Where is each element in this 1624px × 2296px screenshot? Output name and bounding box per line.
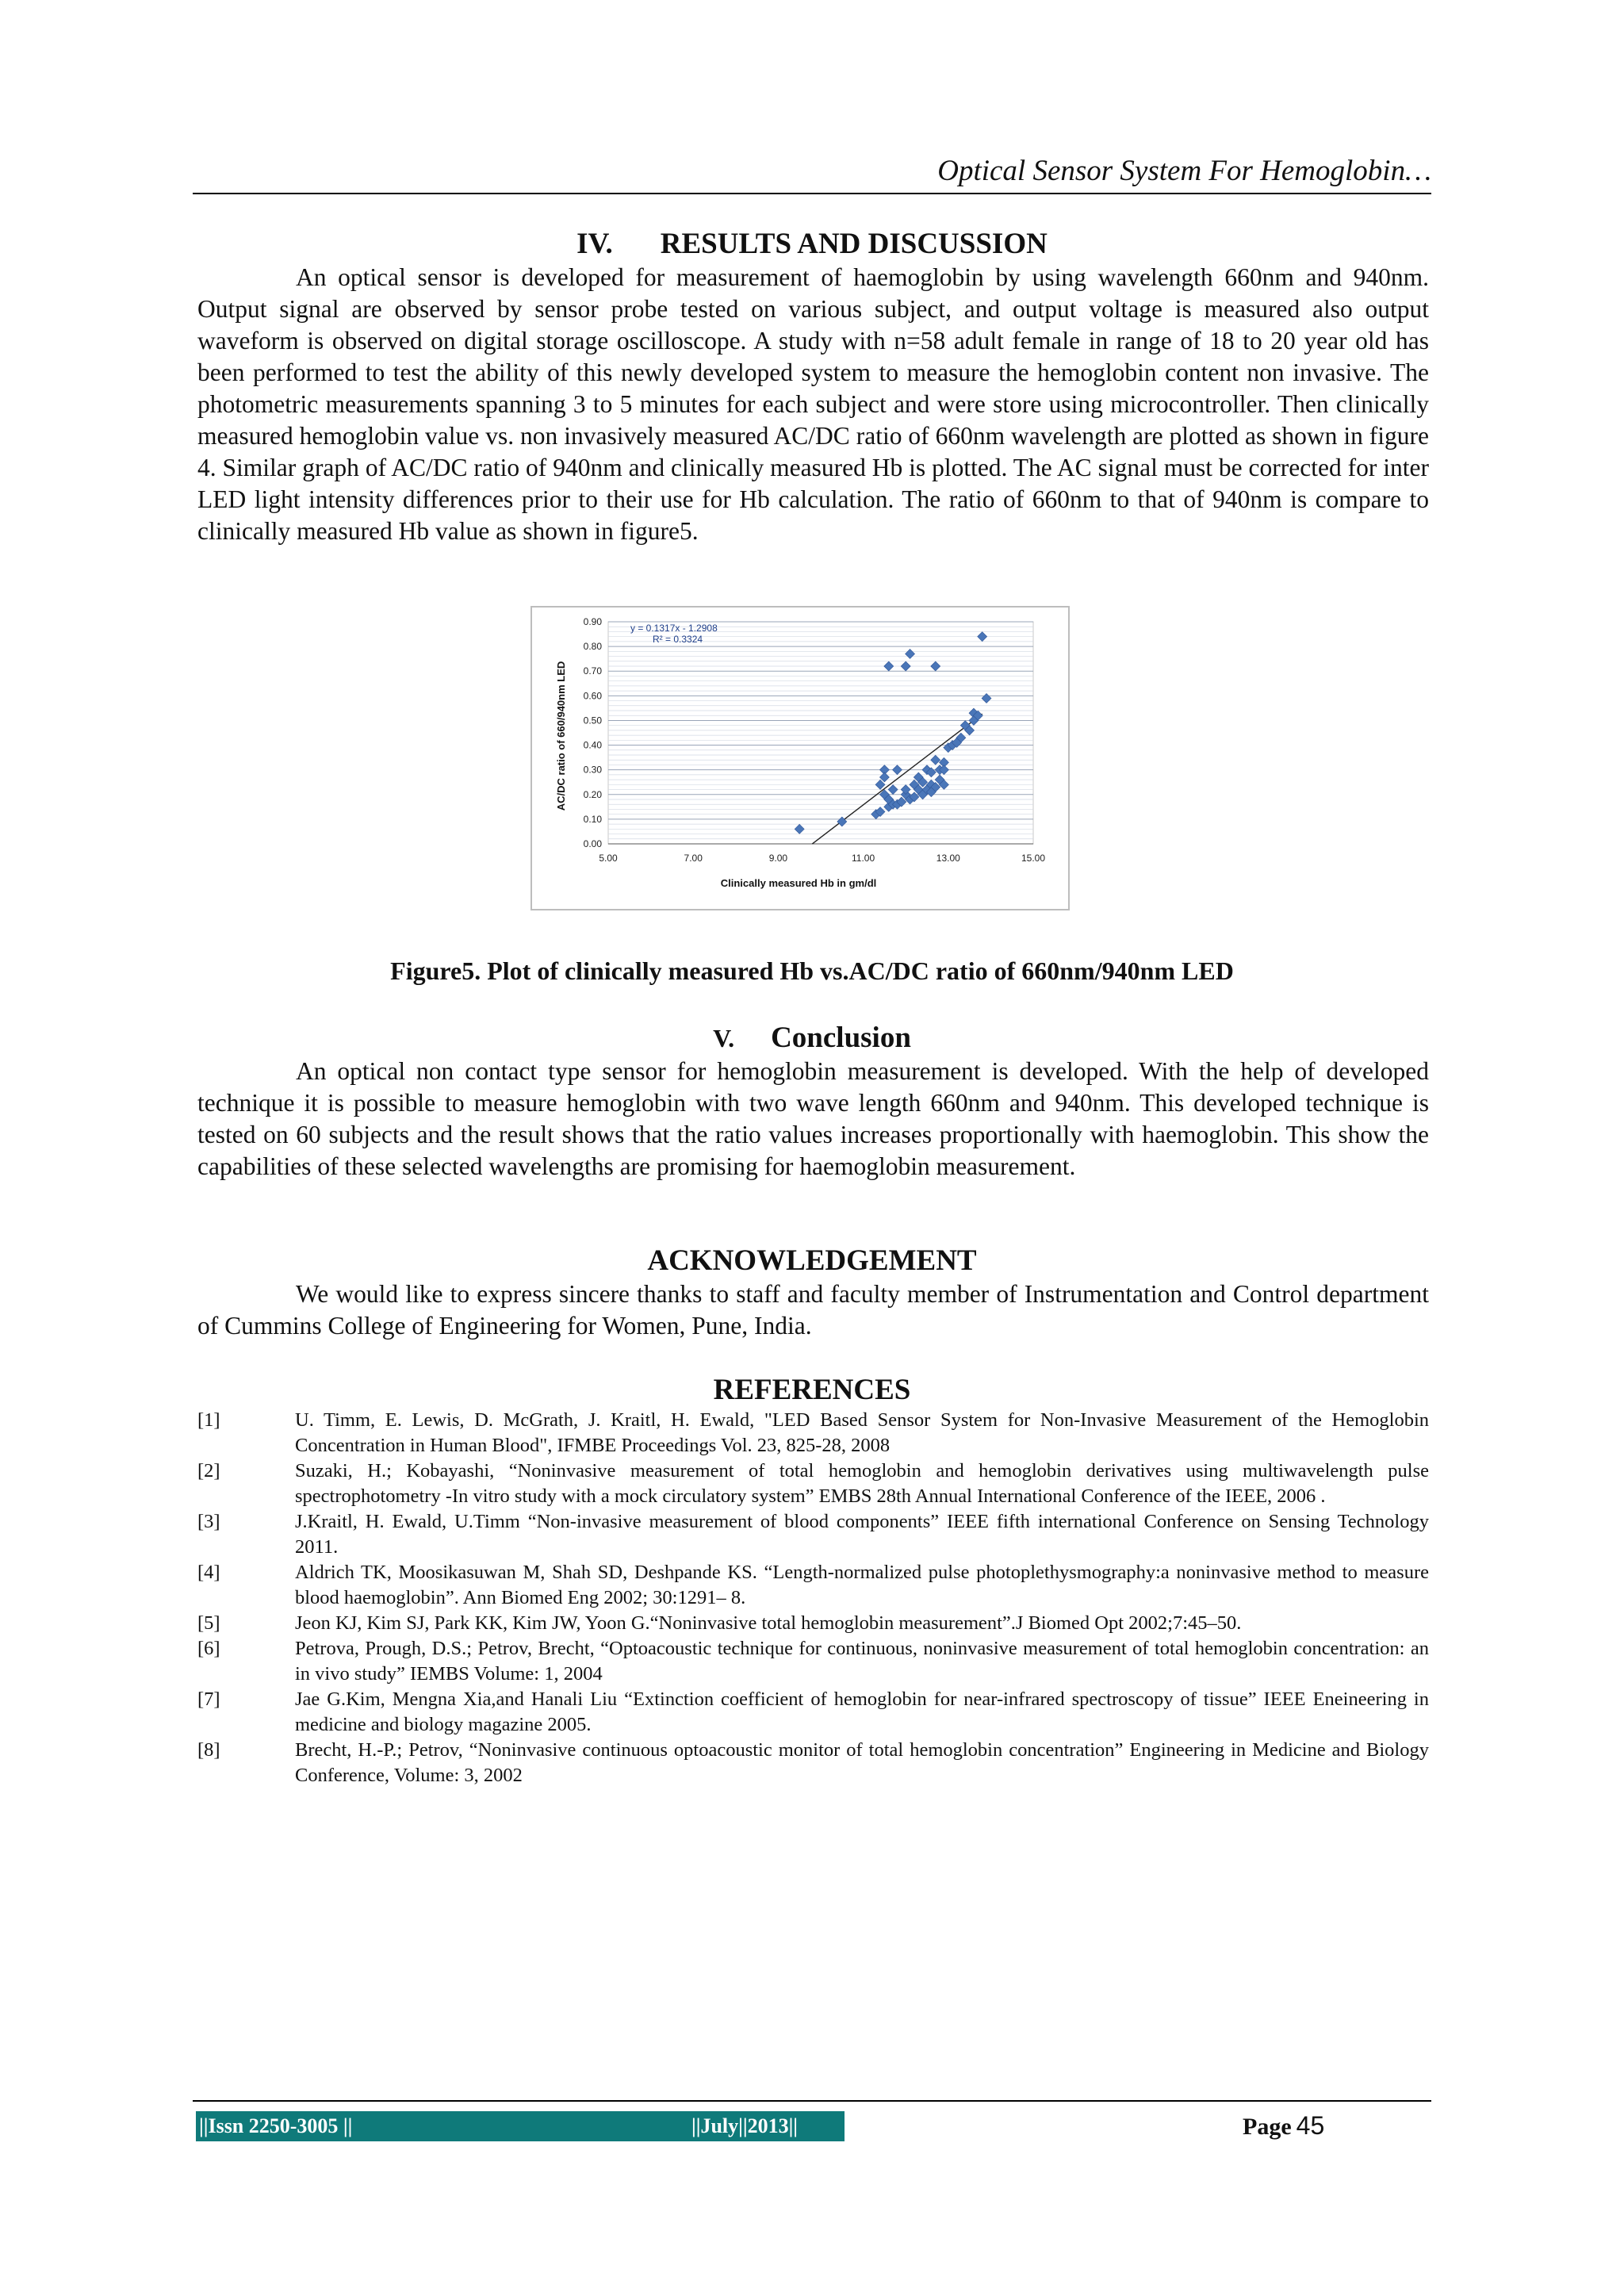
reference-item <box>197 1509 1429 1560</box>
trendline-equation: y = 0.1317x - 1.2908 <box>630 623 718 634</box>
page-number-value: 45 <box>1296 2111 1325 2140</box>
reference-text: Brecht, H.-P.; Petrov, “Noninvasive continuous optoacoustic monitor of total hemoglobin concentration” Engineering in Medicine and Biology Conference, Volume: 3, 2002 <box>295 1739 1429 1786</box>
reference-number: [2] <box>197 1460 220 1481</box>
scatter-plot <box>532 608 1068 909</box>
acknowledgement-paragraph: We would like to express sincere thanks to staff and faculty member of Instrumentation and Control department of Cummins College of Engineering for Women, Pune, India. <box>197 1280 1429 1340</box>
y-tick-label: 0.40 <box>583 739 602 751</box>
reference-item <box>197 1687 1429 1738</box>
reference-number: [1] <box>197 1409 220 1431</box>
x-tick-label: 7.00 <box>684 853 703 864</box>
reference-text: Aldrich TK, Moosikasuwan M, Shah SD, Deshpande KS. “Length-normalized pulse photoplethysmography:a noninvasive method to measure blood haemoglobin”. Ann Biomed Eng 2002; 30:1291– 8. <box>295 1562 1429 1608</box>
page-label: Page <box>1243 2114 1292 2140</box>
reference-number: [3] <box>197 1511 220 1532</box>
reference-text: U. Timm, E. Lewis, D. McGrath, J. Kraitl, H. Ewald, "LED Based Sensor System for Non-Invasive Measurement of the Hemoglobin Concentration in Human Blood", IFMBE Proceedings Vol. 23, 825-28, 2008 <box>295 1409 1429 1456</box>
conclusion-paragraph: An optical non contact type sensor for hemoglobin measurement is developed. With the help of developed technique it is possible to measure hemoglobin with two wave length 660nm and 940nm. This developed technique is tested on 60 subjects and the result shows that the ratio values increases proportionally with haemoglobin. This show the capabilities of these selected wavelengths are promising for haemoglobin measurement. <box>197 1057 1429 1180</box>
references-heading: REFERENCES <box>713 1374 911 1406</box>
x-tick-label: 5.00 <box>599 853 618 864</box>
reference-text: Jae G.Kim, Mengna Xia,and Hanali Liu “Extinction coefficient of hemoglobin for near-infrared spectroscopy of tissue” IEEE Eneineering in medicine and biology magazine 2005. <box>295 1688 1429 1735</box>
x-tick-label: 9.00 <box>768 853 788 864</box>
y-axis-label: AC/DC ratio of 660/940nm LED <box>555 661 567 811</box>
acknowledgement-heading: ACKNOWLEDGEMENT <box>647 1244 977 1277</box>
reference-number: [4] <box>197 1562 220 1583</box>
footer-date: ||July||2013|| <box>691 2114 799 2137</box>
reference-item <box>197 1458 1429 1509</box>
section-number: V. <box>713 1024 735 1052</box>
x-tick-label: 15.00 <box>1021 853 1046 864</box>
reference-number: [6] <box>197 1638 220 1659</box>
footer-issn: ||Issn 2250-3005 || <box>199 2114 353 2137</box>
y-tick-label: 0.30 <box>583 764 602 776</box>
section-number: IV. <box>576 228 613 260</box>
y-tick-label: 0.00 <box>583 838 602 849</box>
running-title: Optical Sensor System For Hemoglobin… <box>937 155 1431 187</box>
footer-bar <box>196 2111 845 2141</box>
reference-text: J.Kraitl, H. Ewald, U.Timm “Non-invasive measurement of blood components” IEEE fifth international Conference on Sensing Technology 2011. <box>295 1511 1429 1558</box>
reference-text: Suzaki, H.; Kobayashi, “Noninvasive measurement of total hemoglobin and hemoglobin derivatives using multiwavelength pulse spectrophotometry -In vitro study with a mock circulatory system” EMBS 28th Annual International Conference of the IEEE, 2006 . <box>295 1460 1429 1507</box>
y-tick-label: 0.10 <box>583 813 602 825</box>
reference-item <box>197 1636 1429 1687</box>
reference-item <box>197 1611 1429 1636</box>
reference-item <box>197 1560 1429 1611</box>
reference-number: [8] <box>197 1739 220 1761</box>
section-title: Conclusion <box>771 1022 911 1054</box>
figure-caption: Figure5. Plot of clinically measured Hb vs.AC/DC ratio of 660nm/940nm LED <box>390 956 1234 985</box>
y-tick-labels <box>584 616 603 849</box>
reference-number: [7] <box>197 1688 220 1710</box>
x-tick-label: 11.00 <box>852 853 875 864</box>
section-title: RESULTS AND DISCUSSION <box>660 228 1048 260</box>
y-tick-label: 0.80 <box>583 641 602 653</box>
header-rule <box>193 193 1431 194</box>
section-heading-conclusion <box>193 1021 1431 1055</box>
page-number <box>1243 2111 1324 2141</box>
y-tick-label: 0.60 <box>583 690 602 702</box>
reference-item <box>197 1408 1429 1458</box>
reference-text: Jeon KJ, Kim SJ, Park KK, Kim JW, Yoon G.“Noninvasive total hemoglobin measurement”.J Biomed Opt 2002;7:45–50. <box>295 1612 1242 1634</box>
y-tick-label: 0.90 <box>583 616 602 627</box>
section-heading-results <box>193 227 1431 261</box>
y-tick-label: 0.70 <box>583 665 602 677</box>
reference-number: [5] <box>197 1612 220 1634</box>
y-tick-label: 0.20 <box>583 788 602 800</box>
x-axis-label: Clinically measured Hb in gm/dl <box>720 877 877 889</box>
results-paragraph: An optical sensor is developed for measurement of haemoglobin by using wavelength 660nm and 940nm. Output signal are observed by sensor probe tested on various subject, and output voltage is measured also output waveform is observed on digital storage oscilloscope. A study with n=58 adult female in range of 18 to 20 year old has been performed to test the ability of this newly developed system to measure the hemoglobin content non invasive. The photometric measurements spanning 3 to 5 minutes for each subject and were store using microcontroller. Then clinically measured hemoglobin value vs. non invasively measured AC/DC ratio of 660nm wavelength are plotted as shown in figure 4. Similar graph of AC/DC ratio of 940nm and clinically measured Hb is plotted. The AC signal must be corrected for inter LED light intensity differences prior to their use for Hb calculation. The ratio of 660nm to that of 940nm is compare to clinically measured Hb value as shown in figure5. <box>197 263 1429 545</box>
x-tick-label: 13.00 <box>936 853 960 864</box>
r-squared-label: R² = 0.3324 <box>653 634 703 645</box>
references-list <box>197 1408 1429 1788</box>
y-tick-label: 0.50 <box>583 715 602 726</box>
x-tick-labels <box>599 853 1045 864</box>
footer-rule <box>193 2100 1431 2102</box>
figure-5-chart <box>530 606 1070 910</box>
reference-item <box>197 1738 1429 1788</box>
reference-text: Petrova, Prough, D.S.; Petrov, Brecht, “Optoacoustic technique for continuous, noninvasive measurement of total hemoglobin concentration: an in vivo study” IEMBS Volume: 1, 2004 <box>295 1638 1429 1685</box>
